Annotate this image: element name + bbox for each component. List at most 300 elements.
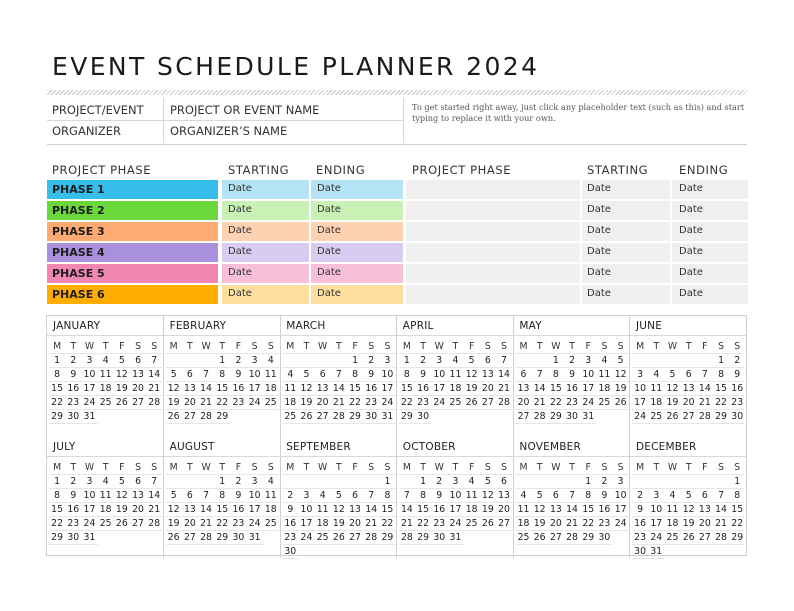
day-cell[interactable]: 6 xyxy=(681,368,697,382)
day-cell[interactable]: 10 xyxy=(247,489,263,503)
day-cell[interactable]: 15 xyxy=(548,382,564,396)
day-cell[interactable]: 1 xyxy=(729,475,745,489)
day-cell[interactable]: 16 xyxy=(415,382,431,396)
day-cell[interactable]: 6 xyxy=(130,354,146,368)
day-cell[interactable]: 29 xyxy=(415,531,431,545)
day-cell[interactable]: 26 xyxy=(532,531,548,545)
phase-start-date[interactable]: Date xyxy=(222,243,309,262)
phase-start-date[interactable]: Date xyxy=(222,180,309,199)
day-cell[interactable]: 19 xyxy=(166,396,182,410)
day-cell[interactable]: 31 xyxy=(447,531,463,545)
day-cell[interactable]: 3 xyxy=(298,489,314,503)
day-cell[interactable]: 12 xyxy=(114,368,130,382)
day-cell[interactable]: 11 xyxy=(596,368,612,382)
day-cell[interactable]: 27 xyxy=(548,531,564,545)
day-cell[interactable]: 16 xyxy=(431,503,447,517)
day-cell[interactable]: 9 xyxy=(230,368,246,382)
day-cell[interactable]: 25 xyxy=(98,517,114,531)
day-cell[interactable]: 22 xyxy=(548,396,564,410)
day-cell[interactable]: 22 xyxy=(729,517,745,531)
day-cell[interactable]: 27 xyxy=(515,410,531,424)
day-cell[interactable]: 19 xyxy=(298,396,314,410)
day-cell[interactable]: 1 xyxy=(49,354,65,368)
day-cell[interactable]: 12 xyxy=(298,382,314,396)
day-cell[interactable]: 26 xyxy=(166,410,182,424)
day-cell[interactable]: 20 xyxy=(182,517,198,531)
day-cell[interactable]: 3 xyxy=(379,354,395,368)
phase-name[interactable] xyxy=(406,222,580,241)
day-cell[interactable]: 12 xyxy=(166,503,182,517)
day-cell[interactable]: 25 xyxy=(648,410,664,424)
day-cell[interactable]: 26 xyxy=(114,396,130,410)
day-cell[interactable]: 28 xyxy=(532,410,548,424)
phase-start-date[interactable]: Date xyxy=(222,285,309,304)
day-cell[interactable]: 2 xyxy=(729,354,745,368)
day-cell[interactable]: 12 xyxy=(664,382,680,396)
day-cell[interactable]: 5 xyxy=(331,489,347,503)
day-cell[interactable]: 5 xyxy=(480,475,496,489)
day-cell[interactable]: 22 xyxy=(49,517,65,531)
day-cell[interactable]: 27 xyxy=(480,396,496,410)
day-cell[interactable]: 11 xyxy=(263,368,279,382)
day-cell[interactable]: 20 xyxy=(681,396,697,410)
day-cell[interactable]: 7 xyxy=(331,368,347,382)
day-cell[interactable]: 1 xyxy=(214,475,230,489)
day-cell[interactable]: 15 xyxy=(415,503,431,517)
day-cell[interactable]: 20 xyxy=(315,396,331,410)
day-cell[interactable]: 14 xyxy=(697,382,713,396)
day-cell[interactable]: 25 xyxy=(515,531,531,545)
day-cell[interactable]: 19 xyxy=(480,503,496,517)
day-cell[interactable]: 2 xyxy=(65,354,81,368)
day-cell[interactable]: 25 xyxy=(464,517,480,531)
day-cell[interactable]: 23 xyxy=(596,517,612,531)
day-cell[interactable]: 12 xyxy=(532,503,548,517)
day-cell[interactable]: 20 xyxy=(515,396,531,410)
day-cell[interactable]: 17 xyxy=(580,382,596,396)
day-cell[interactable]: 11 xyxy=(515,503,531,517)
day-cell[interactable]: 22 xyxy=(580,517,596,531)
day-cell[interactable]: 12 xyxy=(480,489,496,503)
day-cell[interactable]: 28 xyxy=(146,396,162,410)
day-cell[interactable]: 8 xyxy=(49,489,65,503)
day-cell[interactable]: 20 xyxy=(130,382,146,396)
day-cell[interactable]: 2 xyxy=(415,354,431,368)
day-cell[interactable]: 21 xyxy=(399,517,415,531)
day-cell[interactable]: 18 xyxy=(648,396,664,410)
day-cell[interactable]: 6 xyxy=(548,489,564,503)
day-cell[interactable]: 7 xyxy=(713,489,729,503)
organizer-name-field[interactable]: ORGANIZER’S NAME xyxy=(170,124,288,138)
day-cell[interactable]: 15 xyxy=(49,503,65,517)
day-cell[interactable]: 20 xyxy=(496,503,512,517)
day-cell[interactable]: 23 xyxy=(65,517,81,531)
day-cell[interactable]: 14 xyxy=(331,382,347,396)
day-cell[interactable]: 8 xyxy=(729,489,745,503)
day-cell[interactable]: 27 xyxy=(130,396,146,410)
day-cell[interactable]: 26 xyxy=(464,396,480,410)
day-cell[interactable]: 13 xyxy=(315,382,331,396)
day-cell[interactable]: 18 xyxy=(447,382,463,396)
phase-start-date[interactable]: Date xyxy=(582,243,670,262)
phase-name[interactable]: PHASE 4 xyxy=(47,243,218,262)
phase-name[interactable]: PHASE 5 xyxy=(47,264,218,283)
day-cell[interactable]: 11 xyxy=(282,382,298,396)
day-cell[interactable]: 27 xyxy=(697,531,713,545)
day-cell[interactable]: 7 xyxy=(496,354,512,368)
day-cell[interactable]: 10 xyxy=(648,503,664,517)
phase-end-date[interactable]: Date xyxy=(672,222,748,241)
phase-name[interactable] xyxy=(406,243,580,262)
day-cell[interactable]: 16 xyxy=(65,382,81,396)
day-cell[interactable]: 17 xyxy=(613,503,629,517)
phase-name[interactable]: PHASE 1 xyxy=(47,180,218,199)
day-cell[interactable]: 25 xyxy=(596,396,612,410)
day-cell[interactable]: 1 xyxy=(580,475,596,489)
day-cell[interactable]: 21 xyxy=(532,396,548,410)
day-cell[interactable]: 2 xyxy=(596,475,612,489)
day-cell[interactable]: 5 xyxy=(464,354,480,368)
day-cell[interactable]: 22 xyxy=(214,517,230,531)
day-cell[interactable]: 3 xyxy=(81,475,97,489)
day-cell[interactable]: 18 xyxy=(664,517,680,531)
day-cell[interactable]: 12 xyxy=(331,503,347,517)
day-cell[interactable]: 28 xyxy=(697,410,713,424)
day-cell[interactable]: 8 xyxy=(415,489,431,503)
day-cell[interactable]: 13 xyxy=(548,503,564,517)
day-cell[interactable]: 9 xyxy=(415,368,431,382)
day-cell[interactable]: 5 xyxy=(613,354,629,368)
day-cell[interactable]: 13 xyxy=(515,382,531,396)
day-cell[interactable]: 19 xyxy=(664,396,680,410)
day-cell[interactable]: 10 xyxy=(580,368,596,382)
day-cell[interactable]: 3 xyxy=(247,354,263,368)
day-cell[interactable]: 7 xyxy=(198,489,214,503)
day-cell[interactable]: 10 xyxy=(298,503,314,517)
day-cell[interactable]: 21 xyxy=(363,517,379,531)
day-cell[interactable]: 18 xyxy=(596,382,612,396)
day-cell[interactable]: 14 xyxy=(399,503,415,517)
day-cell[interactable]: 9 xyxy=(282,503,298,517)
phase-end-date[interactable]: Date xyxy=(311,180,403,199)
day-cell[interactable]: 6 xyxy=(130,475,146,489)
day-cell[interactable]: 8 xyxy=(347,368,363,382)
day-cell[interactable]: 16 xyxy=(564,382,580,396)
day-cell[interactable]: 15 xyxy=(347,382,363,396)
day-cell[interactable]: 16 xyxy=(632,517,648,531)
day-cell[interactable]: 13 xyxy=(182,503,198,517)
day-cell[interactable]: 27 xyxy=(496,517,512,531)
day-cell[interactable]: 16 xyxy=(65,503,81,517)
phase-end-date[interactable]: Date xyxy=(672,243,748,262)
day-cell[interactable]: 16 xyxy=(596,503,612,517)
day-cell[interactable]: 12 xyxy=(681,503,697,517)
day-cell[interactable]: 28 xyxy=(564,531,580,545)
day-cell[interactable]: 1 xyxy=(399,354,415,368)
day-cell[interactable]: 21 xyxy=(198,517,214,531)
day-cell[interactable]: 23 xyxy=(282,531,298,545)
day-cell[interactable]: 4 xyxy=(648,368,664,382)
day-cell[interactable]: 20 xyxy=(347,517,363,531)
day-cell[interactable]: 17 xyxy=(81,503,97,517)
day-cell[interactable]: 24 xyxy=(431,396,447,410)
day-cell[interactable]: 30 xyxy=(415,410,431,424)
day-cell[interactable]: 23 xyxy=(230,517,246,531)
day-cell[interactable]: 23 xyxy=(363,396,379,410)
day-cell[interactable]: 29 xyxy=(379,531,395,545)
day-cell[interactable]: 3 xyxy=(447,475,463,489)
day-cell[interactable]: 19 xyxy=(331,517,347,531)
day-cell[interactable]: 2 xyxy=(230,475,246,489)
day-cell[interactable]: 28 xyxy=(198,531,214,545)
day-cell[interactable]: 7 xyxy=(399,489,415,503)
day-cell[interactable]: 3 xyxy=(613,475,629,489)
day-cell[interactable]: 5 xyxy=(166,489,182,503)
phase-end-date[interactable]: Date xyxy=(672,201,748,220)
day-cell[interactable]: 24 xyxy=(632,410,648,424)
day-cell[interactable]: 14 xyxy=(713,503,729,517)
day-cell[interactable]: 3 xyxy=(431,354,447,368)
day-cell[interactable]: 20 xyxy=(480,382,496,396)
day-cell[interactable]: 13 xyxy=(480,368,496,382)
day-cell[interactable]: 4 xyxy=(464,475,480,489)
phase-start-date[interactable]: Date xyxy=(582,222,670,241)
day-cell[interactable]: 4 xyxy=(98,354,114,368)
day-cell[interactable]: 25 xyxy=(263,517,279,531)
day-cell[interactable]: 3 xyxy=(580,354,596,368)
day-cell[interactable]: 30 xyxy=(632,545,648,559)
day-cell[interactable]: 26 xyxy=(114,517,130,531)
day-cell[interactable]: 23 xyxy=(632,531,648,545)
day-cell[interactable]: 7 xyxy=(146,354,162,368)
day-cell[interactable]: 15 xyxy=(214,382,230,396)
day-cell[interactable]: 30 xyxy=(65,531,81,545)
day-cell[interactable]: 13 xyxy=(496,489,512,503)
day-cell[interactable]: 13 xyxy=(681,382,697,396)
day-cell[interactable]: 24 xyxy=(298,531,314,545)
day-cell[interactable]: 9 xyxy=(65,368,81,382)
day-cell[interactable]: 5 xyxy=(298,368,314,382)
day-cell[interactable]: 19 xyxy=(681,517,697,531)
phase-start-date[interactable]: Date xyxy=(582,285,670,304)
day-cell[interactable]: 1 xyxy=(379,475,395,489)
day-cell[interactable]: 7 xyxy=(198,368,214,382)
phase-name[interactable] xyxy=(406,201,580,220)
day-cell[interactable]: 17 xyxy=(247,382,263,396)
day-cell[interactable]: 8 xyxy=(548,368,564,382)
day-cell[interactable]: 8 xyxy=(214,489,230,503)
day-cell[interactable]: 16 xyxy=(230,503,246,517)
day-cell[interactable]: 9 xyxy=(363,368,379,382)
day-cell[interactable]: 25 xyxy=(282,410,298,424)
day-cell[interactable]: 29 xyxy=(347,410,363,424)
day-cell[interactable]: 10 xyxy=(81,489,97,503)
day-cell[interactable]: 13 xyxy=(130,489,146,503)
day-cell[interactable]: 8 xyxy=(214,368,230,382)
day-cell[interactable]: 1 xyxy=(214,354,230,368)
day-cell[interactable]: 18 xyxy=(464,503,480,517)
day-cell[interactable]: 30 xyxy=(65,410,81,424)
day-cell[interactable]: 2 xyxy=(431,475,447,489)
day-cell[interactable]: 15 xyxy=(214,503,230,517)
phase-name[interactable] xyxy=(406,285,580,304)
day-cell[interactable]: 29 xyxy=(49,410,65,424)
day-cell[interactable]: 6 xyxy=(315,368,331,382)
day-cell[interactable]: 14 xyxy=(146,489,162,503)
day-cell[interactable]: 19 xyxy=(114,382,130,396)
day-cell[interactable]: 2 xyxy=(282,489,298,503)
day-cell[interactable]: 22 xyxy=(347,396,363,410)
day-cell[interactable]: 3 xyxy=(632,368,648,382)
day-cell[interactable]: 2 xyxy=(632,489,648,503)
phase-end-date[interactable]: Date xyxy=(311,285,403,304)
day-cell[interactable]: 19 xyxy=(464,382,480,396)
day-cell[interactable]: 21 xyxy=(146,382,162,396)
phase-start-date[interactable]: Date xyxy=(222,264,309,283)
day-cell[interactable]: 14 xyxy=(496,368,512,382)
day-cell[interactable]: 18 xyxy=(263,503,279,517)
instruction-note[interactable]: To get started right away, just click any placeholder text (such as this) and start typing to replace it with your own. xyxy=(412,102,745,123)
day-cell[interactable]: 29 xyxy=(214,410,230,424)
day-cell[interactable]: 14 xyxy=(198,382,214,396)
day-cell[interactable]: 11 xyxy=(98,368,114,382)
day-cell[interactable]: 11 xyxy=(648,382,664,396)
day-cell[interactable]: 5 xyxy=(664,368,680,382)
day-cell[interactable]: 2 xyxy=(564,354,580,368)
phase-name[interactable]: PHASE 3 xyxy=(47,222,218,241)
day-cell[interactable]: 14 xyxy=(146,368,162,382)
phase-start-date[interactable]: Date xyxy=(582,180,670,199)
day-cell[interactable]: 9 xyxy=(729,368,745,382)
day-cell[interactable]: 26 xyxy=(331,531,347,545)
day-cell[interactable]: 1 xyxy=(347,354,363,368)
day-cell[interactable]: 11 xyxy=(664,503,680,517)
day-cell[interactable]: 2 xyxy=(363,354,379,368)
day-cell[interactable]: 12 xyxy=(166,382,182,396)
day-cell[interactable]: 11 xyxy=(447,368,463,382)
day-cell[interactable]: 18 xyxy=(282,396,298,410)
day-cell[interactable]: 16 xyxy=(729,382,745,396)
day-cell[interactable]: 22 xyxy=(399,396,415,410)
phase-start-date[interactable]: Date xyxy=(222,222,309,241)
day-cell[interactable]: 9 xyxy=(596,489,612,503)
day-cell[interactable]: 24 xyxy=(613,517,629,531)
day-cell[interactable]: 18 xyxy=(263,382,279,396)
day-cell[interactable]: 18 xyxy=(515,517,531,531)
day-cell[interactable]: 24 xyxy=(81,396,97,410)
day-cell[interactable]: 21 xyxy=(496,382,512,396)
day-cell[interactable]: 5 xyxy=(114,354,130,368)
day-cell[interactable]: 31 xyxy=(379,410,395,424)
day-cell[interactable]: 16 xyxy=(363,382,379,396)
phase-end-date[interactable]: Date xyxy=(311,222,403,241)
day-cell[interactable]: 9 xyxy=(564,368,580,382)
day-cell[interactable]: 22 xyxy=(415,517,431,531)
day-cell[interactable]: 30 xyxy=(596,531,612,545)
day-cell[interactable]: 4 xyxy=(664,489,680,503)
day-cell[interactable]: 7 xyxy=(564,489,580,503)
day-cell[interactable]: 6 xyxy=(515,368,531,382)
day-cell[interactable]: 11 xyxy=(464,489,480,503)
day-cell[interactable]: 12 xyxy=(613,368,629,382)
day-cell[interactable]: 23 xyxy=(65,396,81,410)
day-cell[interactable]: 17 xyxy=(298,517,314,531)
day-cell[interactable]: 14 xyxy=(363,503,379,517)
day-cell[interactable]: 29 xyxy=(214,531,230,545)
day-cell[interactable]: 1 xyxy=(415,475,431,489)
day-cell[interactable]: 30 xyxy=(282,545,298,559)
day-cell[interactable]: 4 xyxy=(315,489,331,503)
day-cell[interactable]: 26 xyxy=(298,410,314,424)
day-cell[interactable]: 4 xyxy=(263,354,279,368)
day-cell[interactable]: 26 xyxy=(480,517,496,531)
day-cell[interactable]: 8 xyxy=(399,368,415,382)
day-cell[interactable]: 7 xyxy=(363,489,379,503)
day-cell[interactable]: 19 xyxy=(613,382,629,396)
day-cell[interactable]: 16 xyxy=(230,382,246,396)
day-cell[interactable]: 14 xyxy=(198,503,214,517)
day-cell[interactable]: 24 xyxy=(379,396,395,410)
day-cell[interactable]: 20 xyxy=(182,396,198,410)
day-cell[interactable]: 24 xyxy=(247,517,263,531)
day-cell[interactable]: 4 xyxy=(596,354,612,368)
day-cell[interactable]: 13 xyxy=(182,382,198,396)
day-cell[interactable]: 30 xyxy=(230,531,246,545)
day-cell[interactable]: 21 xyxy=(198,396,214,410)
day-cell[interactable]: 6 xyxy=(347,489,363,503)
day-cell[interactable]: 2 xyxy=(65,475,81,489)
phase-end-date[interactable]: Date xyxy=(672,264,748,283)
day-cell[interactable]: 23 xyxy=(431,517,447,531)
day-cell[interactable]: 1 xyxy=(49,475,65,489)
day-cell[interactable]: 21 xyxy=(564,517,580,531)
day-cell[interactable]: 14 xyxy=(532,382,548,396)
day-cell[interactable]: 24 xyxy=(447,517,463,531)
day-cell[interactable]: 15 xyxy=(580,503,596,517)
day-cell[interactable]: 8 xyxy=(713,368,729,382)
day-cell[interactable]: 15 xyxy=(729,503,745,517)
day-cell[interactable]: 23 xyxy=(729,396,745,410)
day-cell[interactable]: 30 xyxy=(729,410,745,424)
day-cell[interactable]: 26 xyxy=(613,396,629,410)
day-cell[interactable]: 17 xyxy=(632,396,648,410)
day-cell[interactable]: 11 xyxy=(263,489,279,503)
day-cell[interactable]: 10 xyxy=(613,489,629,503)
day-cell[interactable]: 8 xyxy=(580,489,596,503)
day-cell[interactable]: 15 xyxy=(379,503,395,517)
day-cell[interactable]: 30 xyxy=(431,531,447,545)
day-cell[interactable]: 22 xyxy=(214,396,230,410)
day-cell[interactable]: 9 xyxy=(431,489,447,503)
day-cell[interactable]: 14 xyxy=(564,503,580,517)
day-cell[interactable]: 17 xyxy=(379,382,395,396)
day-cell[interactable]: 5 xyxy=(166,368,182,382)
day-cell[interactable]: 28 xyxy=(496,396,512,410)
day-cell[interactable]: 23 xyxy=(230,396,246,410)
day-cell[interactable]: 6 xyxy=(480,354,496,368)
day-cell[interactable]: 31 xyxy=(81,531,97,545)
day-cell[interactable]: 21 xyxy=(146,503,162,517)
day-cell[interactable]: 29 xyxy=(729,531,745,545)
day-cell[interactable]: 7 xyxy=(532,368,548,382)
day-cell[interactable]: 19 xyxy=(166,517,182,531)
day-cell[interactable]: 3 xyxy=(81,354,97,368)
day-cell[interactable]: 25 xyxy=(98,396,114,410)
day-cell[interactable]: 27 xyxy=(347,531,363,545)
day-cell[interactable]: 4 xyxy=(515,489,531,503)
day-cell[interactable]: 16 xyxy=(282,517,298,531)
day-cell[interactable]: 3 xyxy=(247,475,263,489)
